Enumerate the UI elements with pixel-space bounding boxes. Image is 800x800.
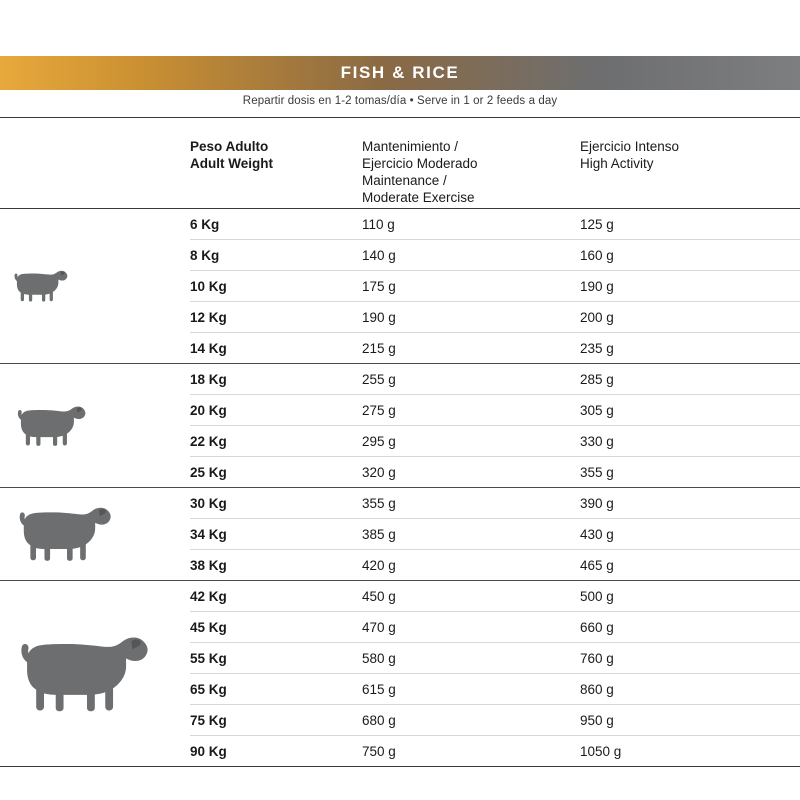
header-maintenance <box>362 118 580 209</box>
header-high-line1: Ejercicio Intenso <box>580 139 680 154</box>
cell-high-activity: 465 g <box>580 550 800 581</box>
header-weight-es: Peso Adulto <box>190 139 269 154</box>
cell-weight: 10 Kg <box>190 271 362 302</box>
cell-weight: 45 Kg <box>190 612 362 643</box>
small-dog-icon-graphic <box>8 268 190 304</box>
cell-high-activity: 860 g <box>580 674 800 705</box>
cell-maintenance: 255 g <box>362 364 580 395</box>
header-high-line2: High Activity <box>580 156 654 171</box>
cell-weight: 18 Kg <box>190 364 362 395</box>
product-title: FISH & RICE <box>340 63 460 82</box>
cell-weight: 6 Kg <box>190 209 362 240</box>
giant-dog-icon <box>0 581 190 767</box>
cell-weight: 20 Kg <box>190 395 362 426</box>
cell-high-activity: 390 g <box>580 488 800 519</box>
small-dog-icon <box>0 209 190 364</box>
cell-weight: 30 Kg <box>190 488 362 519</box>
cell-high-activity: 285 g <box>580 364 800 395</box>
cell-weight: 8 Kg <box>190 240 362 271</box>
cell-high-activity: 200 g <box>580 302 800 333</box>
cell-weight: 34 Kg <box>190 519 362 550</box>
dosage-table <box>0 117 800 767</box>
cell-high-activity: 660 g <box>580 612 800 643</box>
cell-weight: 75 Kg <box>190 705 362 736</box>
header-weight-en: Adult Weight <box>190 156 273 171</box>
cell-maintenance: 470 g <box>362 612 580 643</box>
cell-high-activity: 950 g <box>580 705 800 736</box>
table-header-row <box>0 118 800 209</box>
cell-maintenance: 750 g <box>362 736 580 767</box>
header-maintenance-line3: Maintenance / <box>362 173 447 188</box>
header-maintenance-line4: Moderate Exercise <box>362 190 475 205</box>
cell-maintenance: 450 g <box>362 581 580 612</box>
cell-weight: 38 Kg <box>190 550 362 581</box>
cell-maintenance: 140 g <box>362 240 580 271</box>
table-row <box>0 364 800 395</box>
cell-high-activity: 235 g <box>580 333 800 364</box>
cell-weight: 42 Kg <box>190 581 362 612</box>
cell-high-activity: 305 g <box>580 395 800 426</box>
cell-high-activity: 160 g <box>580 240 800 271</box>
medium-dog-icon-graphic <box>8 403 190 449</box>
cell-maintenance: 275 g <box>362 395 580 426</box>
giant-dog-icon-graphic <box>8 631 190 717</box>
cell-weight: 14 Kg <box>190 333 362 364</box>
cell-weight: 90 Kg <box>190 736 362 767</box>
cell-high-activity: 430 g <box>580 519 800 550</box>
cell-high-activity: 1050 g <box>580 736 800 767</box>
cell-high-activity: 125 g <box>580 209 800 240</box>
cell-maintenance: 320 g <box>362 457 580 488</box>
dosage-table-wrapper <box>0 117 800 767</box>
cell-high-activity: 760 g <box>580 643 800 674</box>
header-icon-column <box>0 118 190 209</box>
cell-high-activity: 190 g <box>580 271 800 302</box>
header-high-activity <box>580 118 800 209</box>
cell-weight: 25 Kg <box>190 457 362 488</box>
cell-maintenance: 615 g <box>362 674 580 705</box>
table-header <box>0 118 800 209</box>
cell-weight: 65 Kg <box>190 674 362 705</box>
medium-dog-icon <box>0 364 190 488</box>
cell-maintenance: 355 g <box>362 488 580 519</box>
cell-weight: 12 Kg <box>190 302 362 333</box>
cell-weight: 55 Kg <box>190 643 362 674</box>
cell-maintenance: 175 g <box>362 271 580 302</box>
header-maintenance-line1: Mantenimiento / <box>362 139 459 154</box>
table-row <box>0 581 800 612</box>
cell-weight: 22 Kg <box>190 426 362 457</box>
serving-note: Repartir dosis en 1-2 tomas/día • Serve in 1 or 2 feeds a day <box>242 95 558 107</box>
product-banner <box>0 56 800 90</box>
table-row <box>0 209 800 240</box>
table-row <box>0 488 800 519</box>
cell-high-activity: 500 g <box>580 581 800 612</box>
cell-maintenance: 385 g <box>362 519 580 550</box>
large-dog-icon <box>0 488 190 581</box>
cell-maintenance: 215 g <box>362 333 580 364</box>
cell-maintenance: 580 g <box>362 643 580 674</box>
table-body <box>0 209 800 767</box>
header-maintenance-line2: Ejercicio Moderado <box>362 156 478 171</box>
large-dog-icon-graphic <box>8 503 190 565</box>
cell-maintenance: 420 g <box>362 550 580 581</box>
cell-high-activity: 355 g <box>580 457 800 488</box>
cell-maintenance: 110 g <box>362 209 580 240</box>
cell-maintenance: 295 g <box>362 426 580 457</box>
header-adult-weight <box>190 118 362 209</box>
cell-high-activity: 330 g <box>580 426 800 457</box>
cell-maintenance: 680 g <box>362 705 580 736</box>
cell-maintenance: 190 g <box>362 302 580 333</box>
